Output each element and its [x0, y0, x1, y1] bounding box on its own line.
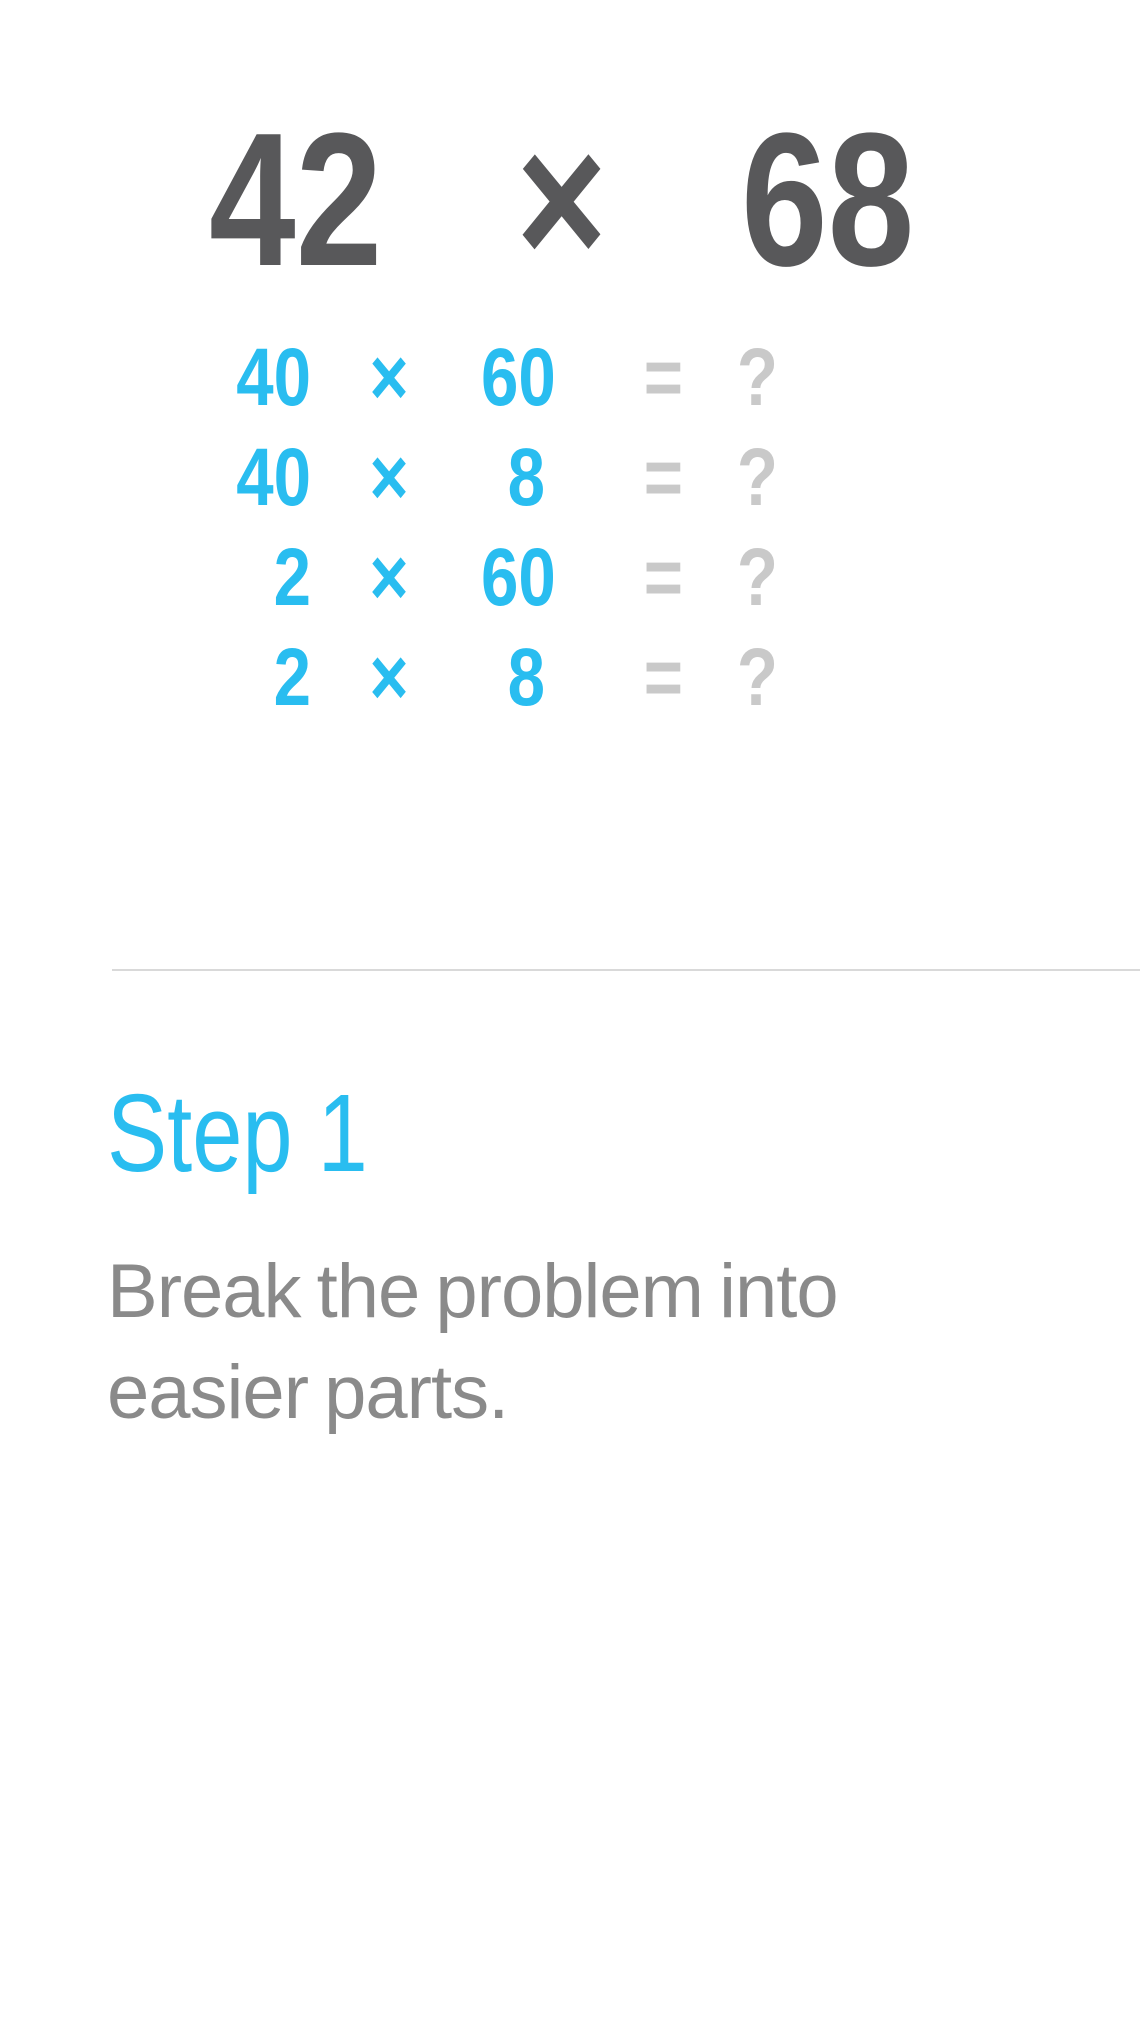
- problem-heading: [190, 94, 934, 306]
- partial-products-list: [131, 328, 778, 728]
- answer-slot[interactable]: ?: [736, 532, 778, 623]
- operand-b: 60: [481, 532, 556, 623]
- equals-sign: =: [643, 332, 683, 423]
- operand-a: 40: [236, 432, 311, 523]
- problem-left-operand: 42: [209, 94, 383, 306]
- multiply-operator: ×: [369, 432, 409, 523]
- answer-slot[interactable]: ?: [736, 432, 778, 523]
- multiply-operator: ×: [369, 532, 409, 623]
- equation-row: [131, 628, 778, 728]
- equation-row: [131, 328, 778, 428]
- equals-sign: =: [643, 632, 683, 723]
- problem-multiply-operator: ×: [516, 94, 608, 306]
- operand-a: 40: [236, 332, 311, 423]
- step-title: Step 1: [107, 1072, 368, 1195]
- step-description: Break the problem into easier parts.: [107, 1249, 838, 1435]
- operand-a: 2: [273, 532, 311, 623]
- equation-row: [131, 528, 778, 628]
- answer-slot[interactable]: ?: [736, 332, 778, 423]
- equation-row: [131, 428, 778, 528]
- operand-b: 8: [507, 432, 545, 523]
- operand-a: 2: [273, 632, 311, 723]
- answer-slot[interactable]: ?: [736, 632, 778, 723]
- divider: [112, 969, 1140, 971]
- operand-b: 60: [481, 332, 556, 423]
- multiply-operator: ×: [369, 332, 409, 423]
- problem-right-operand: 68: [741, 94, 915, 306]
- equals-sign: =: [643, 532, 683, 623]
- multiply-operator: ×: [369, 632, 409, 723]
- operand-b: 8: [507, 632, 545, 723]
- equals-sign: =: [643, 432, 683, 523]
